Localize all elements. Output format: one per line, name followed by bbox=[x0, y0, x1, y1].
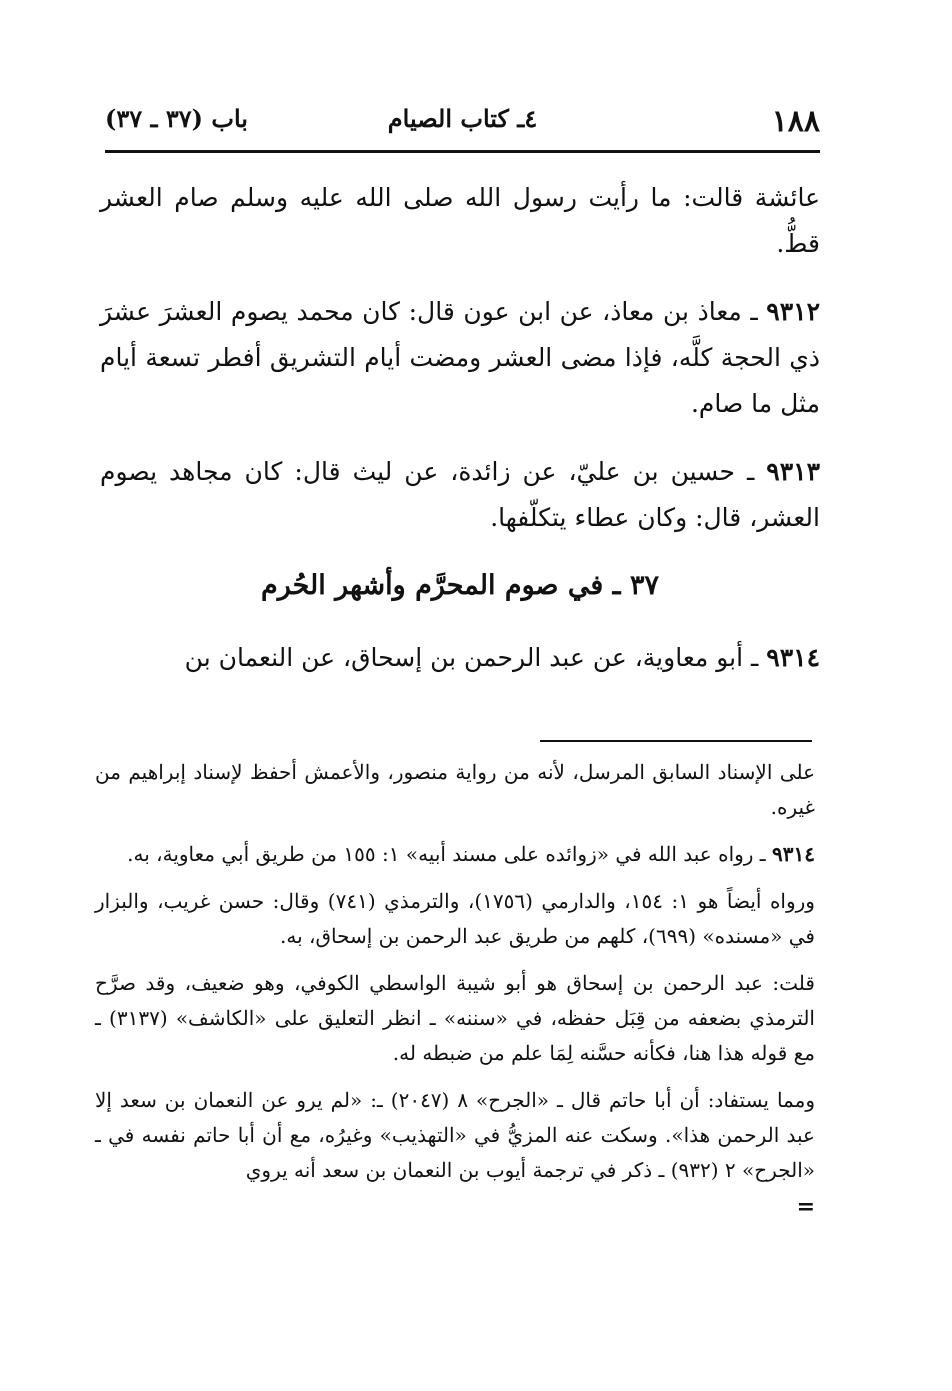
book-title: ٤ـ كتاب الصيام bbox=[387, 104, 538, 133]
chapter-range: باب (٣٧ ـ ٣٧) bbox=[105, 104, 248, 133]
header-rule bbox=[105, 150, 820, 153]
running-header bbox=[105, 96, 820, 148]
hadith-number: ٩٣١٢ bbox=[766, 297, 820, 326]
footnote-continued: على الإسناد السابق المرسل، لأنه من رواية منصور، والأعمش أحفظ لإسناد إبراهيم من غيره. bbox=[95, 760, 815, 819]
hadith-9314 bbox=[100, 635, 820, 681]
footnote-paragraph: ورواه أيضاً هو ١: ١٥٤، والدارمي (١٧٥٦)، والترمذي (٧٤١) وقال: حسن غريب، والبزار في «مسنده» (٦٩٩)، كلهم من طريق عبد الرحمن بن إسحاق، به. bbox=[95, 889, 815, 948]
footnote-paragraph: قلت: عبد الرحمن بن إسحاق هو أبو شيبة الواسطي الكوفي، وهو ضعيف، وقد صرَّح الترمذي بضعفه من قِبَل حفظه، في «سننه» ـ انظر التعليق على «الكاشف» (٣١٣٧) ـ مع قوله هذا هنا، فكأنه حسَّنه لِمَا علم من ضبطه له. bbox=[95, 971, 815, 1065]
footnote-text: ـ رواه عبد الله في «زوائده على مسند أبيه» ١: ١٥٥ من طريق أبي معاوية، به. bbox=[127, 842, 766, 866]
footnote-9314 bbox=[95, 837, 815, 872]
hadith-text: ـ معاذ بن معاذ، عن ابن عون قال: كان محمد يصوم العشرَ عشرَ ذي الحجة كلَّه، فإذا مضى العشر ومضت أيام التشريق أفطر تسعة أيام مثل ما صام. bbox=[100, 297, 820, 418]
continuation-mark: = bbox=[796, 1194, 815, 1220]
hadith-9312 bbox=[100, 289, 820, 427]
hadith-number: ٩٣١٤ bbox=[766, 643, 820, 672]
hadith-text: ـ أبو معاوية، عن عبد الرحمن بن إسحاق، عن النعمان بن bbox=[184, 643, 759, 672]
hadith-text: ـ حسين بن عليّ، عن زائدة، عن ليث قال: كان مجاهد يصوم العشر، قال: وكان عطاء يتكلّفها. bbox=[100, 457, 820, 532]
section-heading: ٣٧ ـ في صوم المحرَّم وأشهر الحُرم bbox=[261, 570, 659, 601]
main-text bbox=[100, 175, 820, 703]
footnote-number: ٩٣١٤ bbox=[772, 842, 815, 866]
footnotes bbox=[95, 755, 815, 1237]
page-number: ١٨٨ bbox=[771, 104, 820, 139]
hadith-9313 bbox=[100, 449, 820, 541]
footnote-paragraph: ومما يستفاد: أن أبا حاتم قال ـ «الجرح» ٨ (٢٠٤٧) ـ: «لم يرو عن النعمان بن سعد إلا عبد الرحمن هذا». وسكت عنه المزيُّ في «التهذيب» وغيرُه، مع أن أبا حاتم نفسه في ـ «الجرح» ٢ (٩٣٢) ـ ذكر في ترجمة أيوب بن النعمان بن سعد أنه يروي bbox=[95, 1088, 815, 1182]
paragraph-continuation: عائشة قالت: ما رأيت رسول الله صلى الله عليه وسلم صام العشر قطُّ. bbox=[100, 183, 820, 258]
footnote-separator bbox=[540, 740, 812, 742]
hadith-number: ٩٣١٣ bbox=[766, 457, 820, 486]
